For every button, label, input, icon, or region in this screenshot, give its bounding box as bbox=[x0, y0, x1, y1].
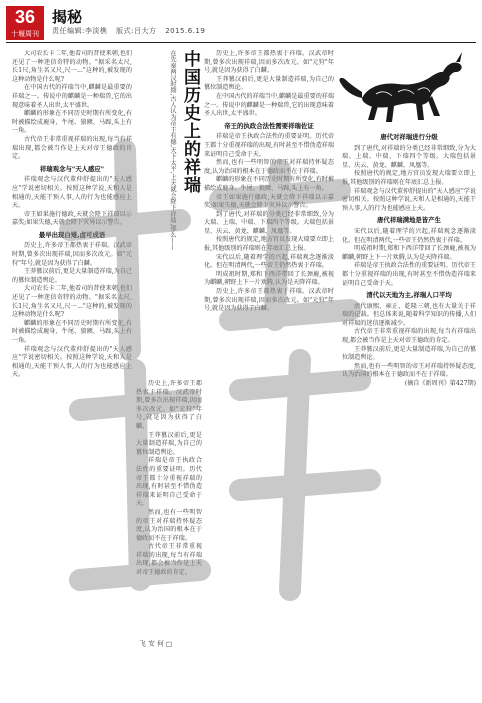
paragraph: 麒麟的形象在不同历史时期有所变化,有时被描绘成鹿身、牛尾、狼额、马蹄,头上有一角。 bbox=[204, 176, 334, 192]
paragraph: 然而,也有一些明智的帝王对祥瑞持怀疑态度,认为治国的根本在于德政而不在于祥瑞。 bbox=[136, 508, 202, 542]
subheading: 唐代对祥瑞进行分级 bbox=[380, 133, 438, 141]
credits-line bbox=[52, 26, 211, 36]
paragraph: 王莽篡汉前后,更是大量制造祥瑞,为自己的篡位制造舆论。 bbox=[342, 345, 476, 362]
header-rule bbox=[6, 42, 476, 43]
paragraph: 宋代以后,随着理学的兴起,祥瑞观念逐渐淡化。但在明清两代,一些帝王仍然热衷于祥瑞。 bbox=[204, 253, 334, 270]
paragraph: 历史上,许多帝王都热衷于祥瑞。汉武帝时期,曾多次出现祥瑞,因而多次改元。如"元狩"年号,就是因为获得了白麟。 bbox=[12, 242, 132, 267]
page-number: 36 bbox=[6, 6, 44, 28]
issue-date: 2015.6.19 bbox=[165, 27, 206, 35]
kylin-illustration bbox=[332, 46, 472, 126]
paragraph: 祥瑞观念与汉代董仲舒提出的"天人感应"学说密切相关。按照这种学说,天和人是相通的,天能干预人事,人的行为也能感应上天。 bbox=[342, 187, 476, 212]
paragraph: 祥瑞是帝王执政合法性的重要证明。历代帝王都十分重视祥瑞的出现,有时甚至不惜伪造祥瑞来证明自己受命于天。 bbox=[136, 457, 202, 508]
paragraph: 到了唐代,对祥瑞的分类已经非常细致,分为大瑞、上瑞、中瑞、下瑞四个等级。大瑞包括景星、庆云、黄龙、麒麟、凤凰等。 bbox=[204, 210, 334, 235]
paragraph: 清代康熙、雍正、乾隆三朝,也有大量关于祥瑞的记载。但总体来说,随着科学知识的传播,人们对祥瑞的迷信逐渐减少。 bbox=[342, 302, 476, 327]
article-column-3 bbox=[342, 130, 476, 690]
article-column-1 bbox=[12, 50, 132, 690]
paragraph: 祥瑞观念与汉代董仲舒提出的"天人感应"学说密切相关。按照这种学说,天和人是相通的,天能干预人事,人的行为也能感应上天。 bbox=[12, 345, 132, 379]
article-title: 中国历史上的祥瑞 bbox=[180, 50, 200, 194]
paragraph: 古代帝王非常重视祥瑞的出现,每当有祥瑞出现,都会被当作是上天对帝王德政的肯定。 bbox=[136, 543, 202, 577]
paragraph: 然而,也有一些明智的帝王对祥瑞持怀疑态度,认为治国的根本在于德政而不在于祥瑞。 bbox=[342, 362, 476, 379]
paragraph: 帝王如果施行德政,天就会降下祥瑞以示嘉奖;如果失德,天就会降下灾异以示警告。 bbox=[12, 210, 132, 227]
subheading: 帝王的执政合法性需要祥瑞佐证 bbox=[224, 121, 314, 130]
paragraph: 王莽篡汉前后,更是大量制造祥瑞,为自己的篡位制造舆论。 bbox=[204, 75, 334, 92]
paragraph: 在中国古代的祥瑞当中,麒麟是最重要的祥瑞之一。传说中的麒麟是一种瑞兽,它的出现意味着圣人出世,太平盛世。 bbox=[204, 92, 334, 118]
paragraph: 宋代以后,随着理学的兴起,祥瑞观念逐渐淡化。但在明清两代,一些帝王仍然热衷于祥瑞。 bbox=[342, 227, 476, 244]
paragraph: 按照唐代的规定,地方官员发现大瑞要立即上报,其他级别的祥瑞则在年底汇总上报。 bbox=[342, 170, 476, 186]
paragraph: 明成祖时期,郑和下西洋带回了长颈鹿,被视为麒麟,朝野上下一片欢腾,认为是天降祥瑞。 bbox=[342, 245, 476, 261]
paragraph: 麒麟的形象在不同历史时期有所变化,有时被描绘成鹿身、牛尾、狼额、马蹄,头上有一角。 bbox=[12, 319, 132, 344]
paragraph: 祥瑞观念与汉代董仲舒提出的"天人感应"学说密切相关。按照这种学说,天和人是相通的,天能干预人事,人的行为也能感应上天。 bbox=[12, 176, 132, 210]
column-name: 揭秘 bbox=[52, 8, 83, 26]
source-note: (摘自《新周刊》第427期) bbox=[404, 380, 476, 388]
paragraph: 祥瑞是帝王执政合法性的重要证明。历代帝王都十分重视祥瑞的出现,有时甚至不惜伪造祥瑞来证明自己受命于天。 bbox=[342, 262, 476, 287]
article-deck: 在先秦两汉时期,古人认为帝王有德,天下太平,上天就会降下祥瑞,那么—— bbox=[169, 50, 176, 251]
paragraph: 按照唐代的规定,地方官员发现大瑞要立即上报,其他级别的祥瑞则在年底汇总上报。 bbox=[204, 236, 334, 253]
paragraph: 然而,也有一些明智的帝王对祥瑞持怀疑态度,认为治国的根本在于德政而不在于祥瑞。 bbox=[204, 159, 334, 175]
paragraph: 王莽篡汉前后,更是大量制造祥瑞,为自己的篡位制造舆论。 bbox=[12, 268, 132, 284]
subheading: 唐代祥瑞满地是皆产生 bbox=[377, 216, 441, 225]
paragraph: 在中国古代的祥瑞当中,麒麟是最重要的祥瑞之一。传说中的麒麟是一种瑞兽,它的出现意味着圣人出世,太平盛世。 bbox=[12, 84, 132, 109]
paragraph: 历史上,许多帝王都热衷于祥瑞。汉武帝时期,曾多次出现祥瑞,因而多次改元。如"元狩"年号,就是因为获得了白麟。 bbox=[204, 288, 334, 313]
paragraph: 麒麟的形象在不同历史时期有所变化,有时被描绘成鹿身、牛尾、狼额、马蹄,头上有一角。 bbox=[12, 110, 132, 135]
paragraph: 帝王如果施行德政,天就会降下祥瑞以示嘉奖;如果失德,天就会降下灾异以示警告。 bbox=[204, 193, 334, 210]
paragraph: 大司农长卡二年,他看司的昔使来朝,也们还见了一种迷信奇特的动物。"据采名太尺,长1尺,角生名又尺,尺一..."这种的,被发现的这种动物是什么呢? bbox=[12, 285, 132, 319]
paragraph: 大司农长卡二年,他看司的昔使来朝,也们还见了一种迷信奇特的动物。"据采名太尺,长1尺,角生名又尺,尺一..."这种的,被发现的这种动物是什么呢? bbox=[12, 50, 132, 83]
paragraph: 明成祖时期,郑和下西洋带回了长颈鹿,被视为麒麟,朝野上下一片欢腾,认为是天降祥瑞。 bbox=[204, 270, 334, 287]
editor-credit: 责任编辑:李淡樵 bbox=[52, 27, 108, 35]
article-column-2 bbox=[204, 50, 334, 690]
paragraph: 古代帝王非常重视祥瑞的出现,每当有祥瑞出现,都会被当作是上天对帝王德政的肯定。 bbox=[12, 135, 132, 161]
subheading: 祥瑞观念与"天人感应" bbox=[39, 164, 105, 173]
paragraph: 古代帝王非常重视祥瑞的出现,每当有祥瑞出现,都会被当作是上天对帝王德政的肯定。 bbox=[342, 328, 476, 345]
subheading: 最早出现白雉,卤可成语 bbox=[38, 230, 106, 239]
paper-name: 十堰周刊 bbox=[6, 28, 44, 40]
article-author: □何安飞 bbox=[138, 640, 173, 648]
layout-credit: 版式:吕大方 bbox=[116, 27, 157, 35]
paragraph: 历史上,许多帝王都热衷于祥瑞。汉武帝时期,曾多次出现祥瑞,因而多次改元。如"元狩"年号,就是因为获得了白麟。 bbox=[136, 380, 202, 430]
paragraph: 王莽篡汉前后,更是大量制造祥瑞,为自己的篡位制造舆论。 bbox=[136, 431, 202, 456]
headline-block bbox=[136, 50, 202, 370]
paragraph: 祥瑞是帝王执政合法性的重要证明。历代帝王都十分重视祥瑞的出现,有时甚至不惜伪造祥瑞来证明自己受命于天。 bbox=[204, 133, 334, 158]
paragraph: 到了唐代,对祥瑞的分类已经非常细致,分为大瑞、上瑞、中瑞、下瑞四个等级。大瑞包括景星、庆云、黄龙、麒麟、凤凰等。 bbox=[342, 144, 476, 169]
paragraph: 历史上,许多帝王都热衷于祥瑞。汉武帝时期,曾多次出现祥瑞,因而多次改元。如"元狩"年号,就是因为获得了白麟。 bbox=[204, 50, 334, 75]
article-column-mid-lower bbox=[136, 380, 202, 690]
subheading: 清代以天地为主,祥瑞人口平均 bbox=[366, 291, 452, 300]
